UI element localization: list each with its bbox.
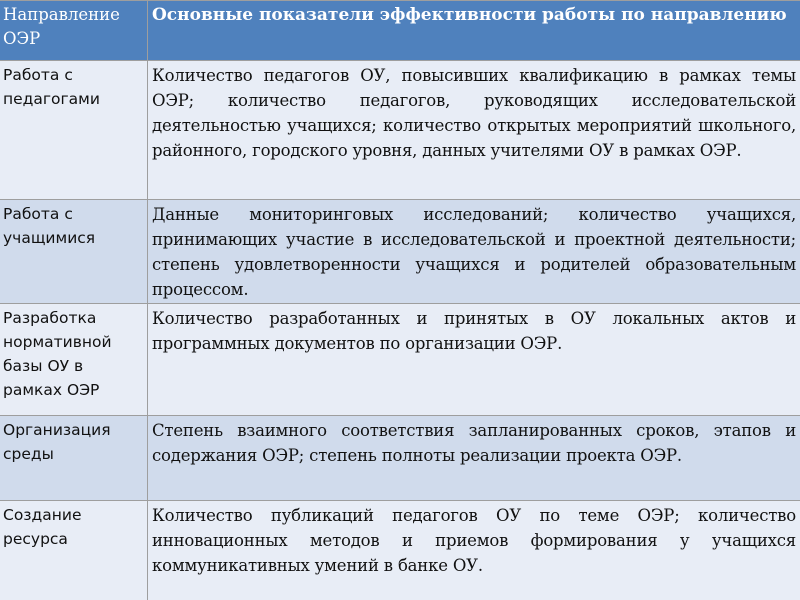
row-indicators: Степень взаимного соответствия запланированных сроков, этапов и содержания ОЭР; степень полноты реализации проекта ОЭР. — [148, 416, 800, 501]
header-direction: Направление ОЭР — [0, 1, 148, 61]
row-direction: Организация среды — [0, 416, 148, 501]
table-row — [0, 61, 800, 200]
row-indicators: Количество разработанных и принятых в ОУ локальных актов и программных документов по организации ОЭР. — [148, 304, 800, 416]
row-indicators: Количество педагогов ОУ, повысивших квалификацию в рамках темы ОЭР; количество педагогов, руководящих исследовательской деятельностью учащихся; количество открытых мероприятий школьного, районного, городского уровня, данных учителями ОУ в рамках ОЭР. — [148, 61, 800, 200]
row-direction: Разработка нормативной базы ОУ в рамках ОЭР — [0, 304, 148, 416]
row-indicators: Данные мониторинговых исследований; количество учащихся, принимающих участие в исследовательской и проектной деятельности; степень удовлетворенности учащихся и родителей образовательным процессом. — [148, 200, 800, 304]
table-row — [0, 501, 800, 600]
table-row — [0, 304, 800, 416]
header-indicators: Основные показатели эффективности работы по направлению — [148, 1, 800, 61]
table-header-row — [0, 1, 800, 61]
row-indicators: Количество публикаций педагогов ОУ по теме ОЭР; количество инновационных методов и приемов формирования у учащихся коммуникативных умений в банке ОУ. — [148, 501, 800, 600]
row-direction: Работа с учащимися — [0, 200, 148, 304]
table-row — [0, 416, 800, 501]
table-row — [0, 200, 800, 304]
row-direction: Создание ресурса — [0, 501, 148, 600]
row-direction: Работа с педагогами — [0, 61, 148, 200]
